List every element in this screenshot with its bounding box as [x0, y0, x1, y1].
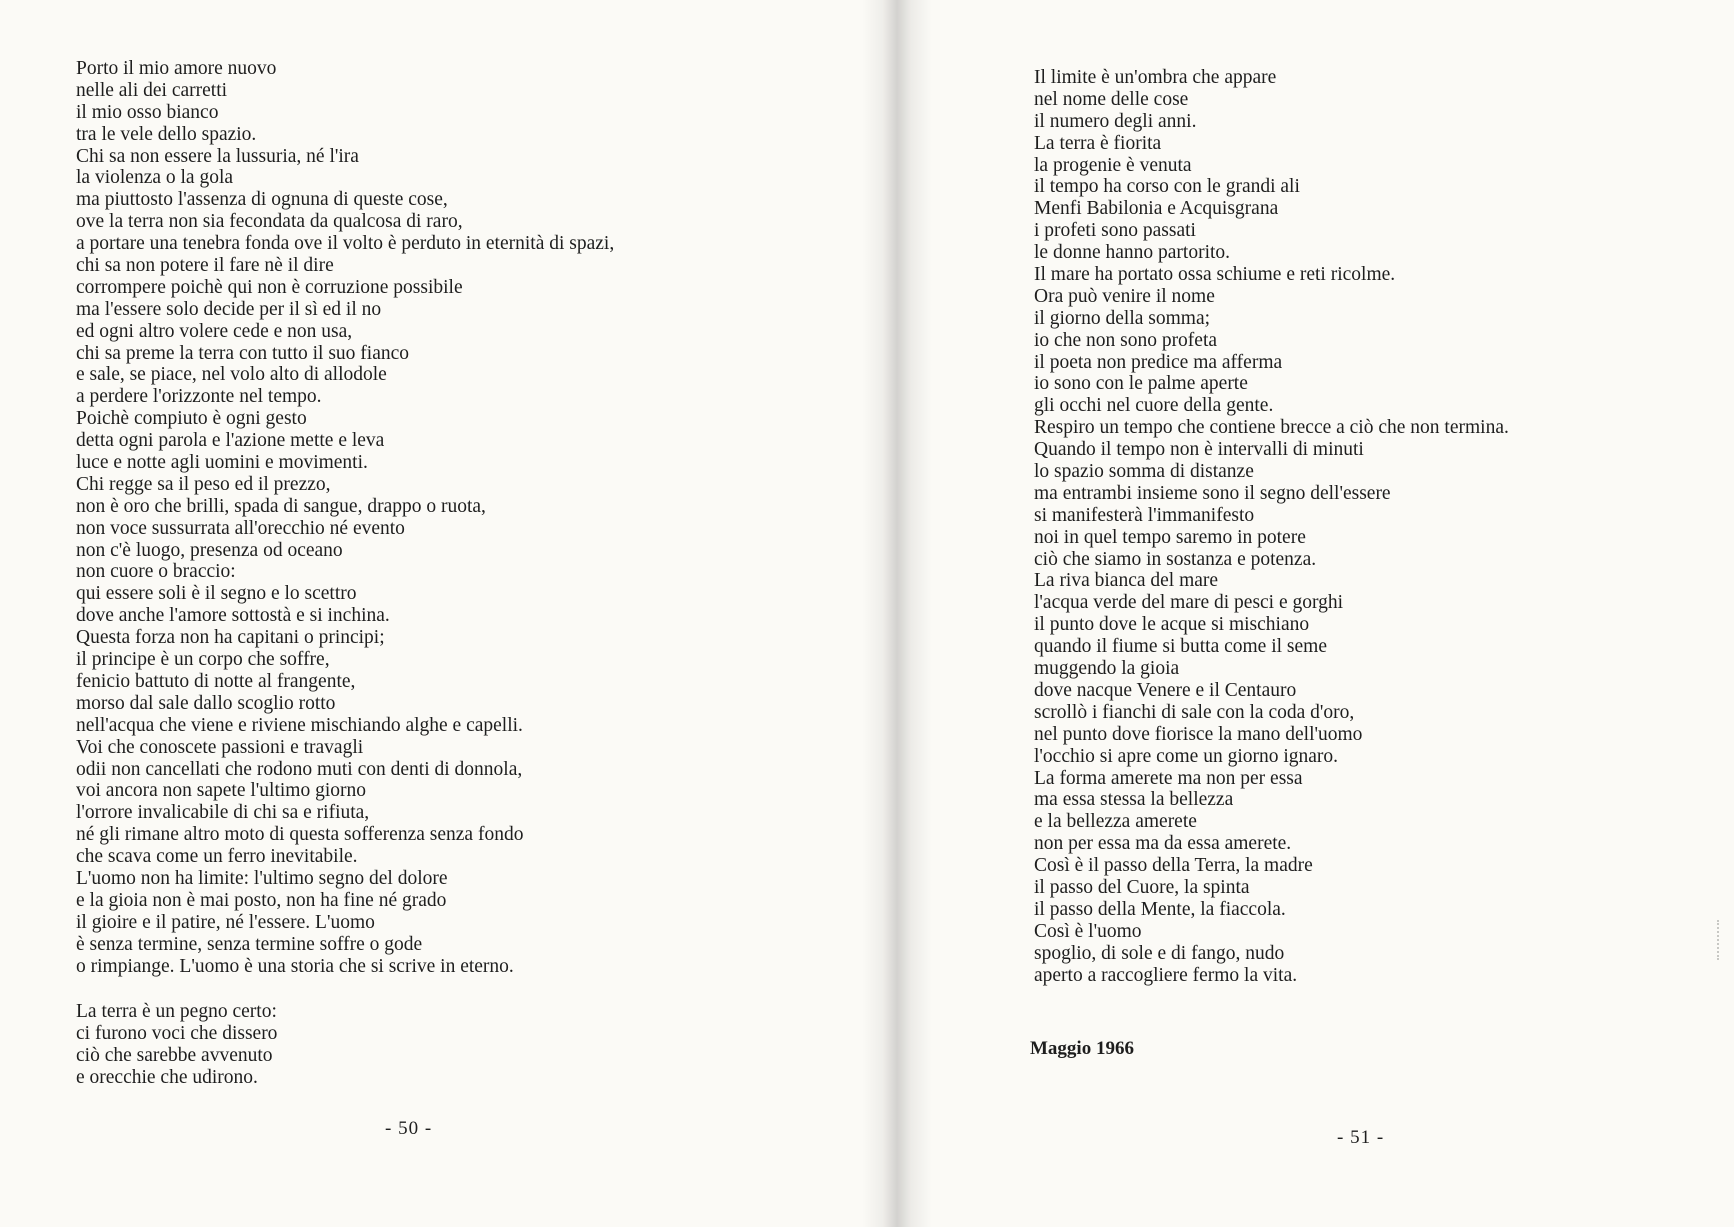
poem-line: ciò che sarebbe avvenuto: [76, 1044, 273, 1066]
poem-line: La forma amerete ma non per essa: [1034, 767, 1303, 789]
poem-line: Poichè compiuto è ogni gesto: [76, 408, 307, 430]
left-poem-stanza: [76, 1001, 277, 1089]
poem-line: e orecchie che udirono.: [76, 1066, 258, 1088]
poem-line: muggendo la gioia: [1034, 658, 1180, 680]
poem-line: ciò che siamo in sostanza e potenza.: [1034, 548, 1317, 570]
poem-line: Quando il tempo non è intervalli di minuti: [1034, 439, 1364, 461]
poem-line: non c'è luogo, presenza od oceano: [76, 539, 343, 561]
poem-line: le donne hanno partorito.: [1034, 242, 1231, 264]
poem-line: Porto il mio amore nuovo: [76, 58, 277, 79]
poem-line: a portare una tenebra fonda ove il volto è perduto in eternità di spazi,: [76, 233, 615, 255]
poem-line: il principe è un corpo che soffre,: [76, 649, 330, 671]
poem-line: il passo della Mente, la fiaccola.: [1034, 898, 1286, 920]
poem-line: quando il fiume si butta come il seme: [1034, 636, 1327, 658]
poem-line: Così è il passo della Terra, la madre: [1034, 855, 1313, 877]
poem-line: odii non cancellati che rodono muti con denti di donnola,: [76, 758, 523, 780]
poem-line: né gli rimane altro moto di questa sofferenza senza fondo: [76, 824, 524, 846]
poem-line: e la gioia non è mai posto, non ha fine né grado: [76, 889, 447, 911]
poem-line: ma essa stessa la bellezza: [1034, 789, 1234, 811]
poem-line: Chi sa non essere la lussuria, né l'ira: [76, 145, 359, 167]
poem-line: ed ogni altro volere cede e non usa,: [76, 320, 353, 342]
poem-line: La terra è un pegno certo:: [76, 1001, 277, 1022]
poem-line: noi in quel tempo saremo in potere: [1034, 526, 1306, 548]
poem-line: non voce sussurrata all'orecchio né evento: [76, 517, 405, 539]
poem-line: ove la terra non sia fecondata da qualcosa di raro,: [76, 211, 463, 233]
poem-line: voi ancora non sapete l'ultimo giorno: [76, 780, 366, 802]
poem-line: ma entrambi insieme sono il segno dell'essere: [1034, 482, 1391, 504]
poem-line: luce e notte agli uomini e movimenti.: [76, 452, 368, 474]
poem-line: corrompere poichè qui non è corruzione possibile: [76, 276, 463, 298]
poem-line: gli occhi nel cuore della gente.: [1034, 395, 1274, 417]
left-poem-text: [76, 58, 614, 977]
poem-line: il punto dove le acque si mischiano: [1034, 614, 1310, 636]
poem-line: chi sa non potere il fare nè il dire: [76, 255, 334, 277]
poem-line: i profeti sono passati: [1034, 220, 1196, 242]
poem-line: e sale, se piace, nel volo alto di allodole: [76, 364, 387, 386]
poem-line: il passo del Cuore, la spinta: [1034, 876, 1250, 898]
poem-line: Il limite è un'ombra che appare: [1034, 67, 1277, 88]
poem-line: o rimpiange. L'uomo è una storia che si scrive in eterno.: [76, 955, 514, 977]
poem-line: Il mare ha portato ossa schiume e reti ricolme.: [1034, 264, 1396, 286]
poem-line: Ora può venire il nome: [1034, 285, 1215, 307]
poem-line: nelle ali dei carretti: [76, 79, 228, 101]
poem-line: e la bellezza amerete: [1034, 811, 1197, 833]
page-number-right: - 51 -: [1337, 1127, 1385, 1148]
poem-line: Respiro un tempo che contiene brecce a ciò che non termina.: [1034, 417, 1509, 439]
poem-line: non cuore o braccio:: [76, 561, 236, 583]
poem-line: il numero degli anni.: [1034, 110, 1197, 132]
poem-line: che scava come un ferro inevitabile.: [76, 846, 358, 868]
poem-line: Così è l'uomo: [1034, 920, 1142, 942]
poem-line: l'occhio si apre come un giorno ignaro.: [1034, 745, 1339, 767]
poem-line: Voi che conoscete passioni e travagli: [76, 736, 364, 758]
poem-line: L'uomo non ha limite: l'ultimo segno del dolore: [76, 867, 448, 889]
poem-line: fenicio battuto di notte al frangente,: [76, 670, 356, 692]
poem-line: La terra è fiorita: [1034, 132, 1162, 154]
poem-line: Menfi Babilonia e Acquisgrana: [1034, 198, 1279, 220]
poem-line: dove anche l'amore sottostà e si inchina.: [76, 605, 390, 627]
poem-line: morso dal sale dallo scoglio rotto: [76, 692, 336, 714]
poem-line: nel punto dove fiorisce la mano dell'uomo: [1034, 723, 1363, 745]
page-edge-mark: [1717, 920, 1722, 960]
poem-line: il poeta non predice ma afferma: [1034, 351, 1283, 373]
poem-line: aperto a raccogliere fermo la vita.: [1034, 964, 1298, 986]
poem-line: spoglio, di sole e di fango, nudo: [1034, 942, 1285, 964]
poem-line: io che non sono profeta: [1034, 329, 1218, 351]
poem-line: si manifesterà l'immanifesto: [1034, 504, 1255, 526]
poem-line: la violenza o la gola: [76, 167, 234, 189]
poem-line: non per essa ma da essa amerete.: [1034, 833, 1292, 855]
poem-line: il mio osso bianco: [76, 101, 219, 123]
poem-line: Chi regge sa il peso ed il prezzo,: [76, 473, 331, 495]
poem-line: l'acqua verde del mare di pesci e gorghi: [1034, 592, 1344, 614]
poem-line: a perdere l'orizzonte nel tempo.: [76, 386, 322, 408]
poem-line: il giorno della somma;: [1034, 307, 1211, 329]
poem-line: lo spazio somma di distanze: [1034, 461, 1254, 483]
poem-line: nel nome delle cose: [1034, 88, 1189, 110]
poem-line: qui essere soli è il segno e lo scettro: [76, 583, 357, 605]
poem-line: l'orrore invalicabile di chi sa e rifiuta,: [76, 802, 370, 824]
poem-line: Questa forza non ha capitani o principi;: [76, 627, 385, 649]
poem-line: dove nacque Venere e il Centauro: [1034, 679, 1297, 701]
poem-line: ma piuttosto l'assenza di ognuna di queste cose,: [76, 189, 448, 211]
poem-line: ma l'essere solo decide per il sì ed il no: [76, 298, 382, 320]
poem-line: tra le vele dello spazio.: [76, 123, 257, 145]
poem-line: ci furono voci che dissero: [76, 1022, 278, 1044]
poem-date: Maggio 1966: [1030, 1038, 1134, 1059]
page-number-left: - 50 -: [385, 1118, 433, 1139]
poem-line: La riva bianca del mare: [1034, 570, 1219, 592]
poem-line: non è oro che brilli, spada di sangue, drappo o ruota,: [76, 495, 486, 517]
poem-line: scrollò i fianchi di sale con la coda d'oro,: [1034, 701, 1355, 723]
poem-line: chi sa preme la terra con tutto il suo fianco: [76, 342, 410, 364]
poem-line: detta ogni parola e l'azione mette e leva: [76, 430, 385, 452]
poem-line: il tempo ha corso con le grandi ali: [1034, 176, 1300, 198]
poem-line: è senza termine, senza termine soffre o gode: [76, 933, 423, 955]
poem-line: io sono con le palme aperte: [1034, 373, 1248, 395]
poem-line: nell'acqua che viene e riviene mischiando alghe e capelli.: [76, 714, 523, 736]
poem-line: il gioire e il patire, né l'essere. L'uomo: [76, 911, 375, 933]
poem-line: la progenie è venuta: [1034, 154, 1192, 176]
right-poem-text: [1034, 67, 1509, 986]
